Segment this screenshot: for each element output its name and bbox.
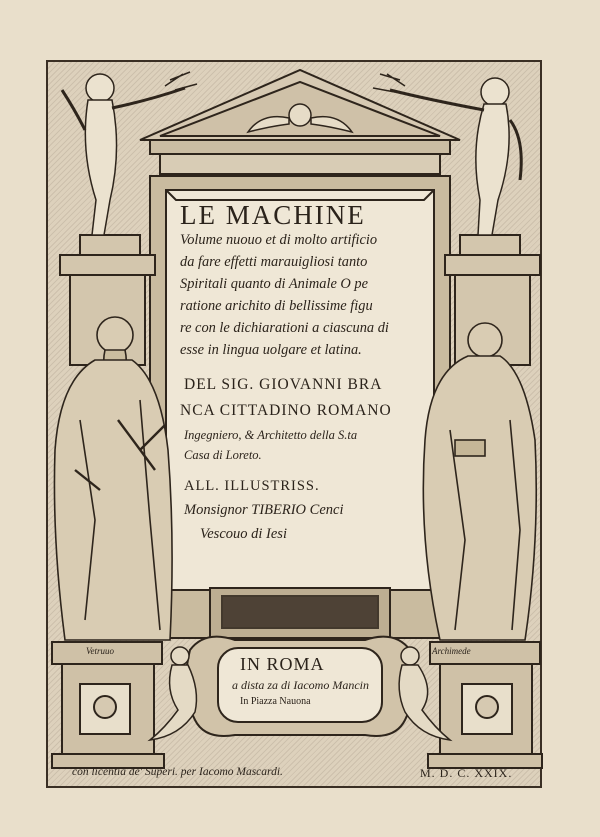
license-line: con licentia de' Superi. per Iacomo Mascardi. <box>72 766 283 778</box>
title-line-4: ratione arichito di bellissime figu <box>180 298 373 314</box>
main-title: LE MACHINE <box>180 200 366 230</box>
author-line-3: Ingegniero, & Architetto della S.ta <box>184 428 358 442</box>
left-figure-label: Vetruuo <box>86 646 114 656</box>
title-line-2: da fare effetti marauigliosi tanto <box>180 254 368 270</box>
title-line-5: re con le dichiarationi a ciascuna di <box>180 320 389 336</box>
author-line-2: NCA CITTADINO ROMANO <box>180 402 392 419</box>
dedication-line-3: Vescouo di Iesi <box>200 526 287 542</box>
title-line-3: Spiritali quanto di Animale O pe <box>180 276 369 292</box>
left-pedestal <box>52 642 164 768</box>
author-line-1: DEL SIG. GIOVANNI BRA <box>184 376 383 393</box>
right-figure-label: Archimede <box>432 646 471 656</box>
right-pedestal <box>428 642 542 768</box>
imprint-city: IN ROMA <box>240 654 325 674</box>
imprint-line-2: In Piazza Nauona <box>240 696 311 707</box>
dedication-line-2: Monsignor TIBERIO Cenci <box>184 502 344 518</box>
imprint-line-1: a dista za di Iacomo Mancin <box>232 678 369 692</box>
publication-year: M. D. C. XXIX. <box>420 766 513 780</box>
title-line-1: Volume nuouo et di molto artificio <box>180 232 378 248</box>
author-line-4: Casa di Loreto. <box>184 448 262 462</box>
dedication-line-1: ALL. ILLUSTRISS. <box>184 478 320 494</box>
title-line-6: esse in lingua uolgare et latina. <box>180 342 362 358</box>
